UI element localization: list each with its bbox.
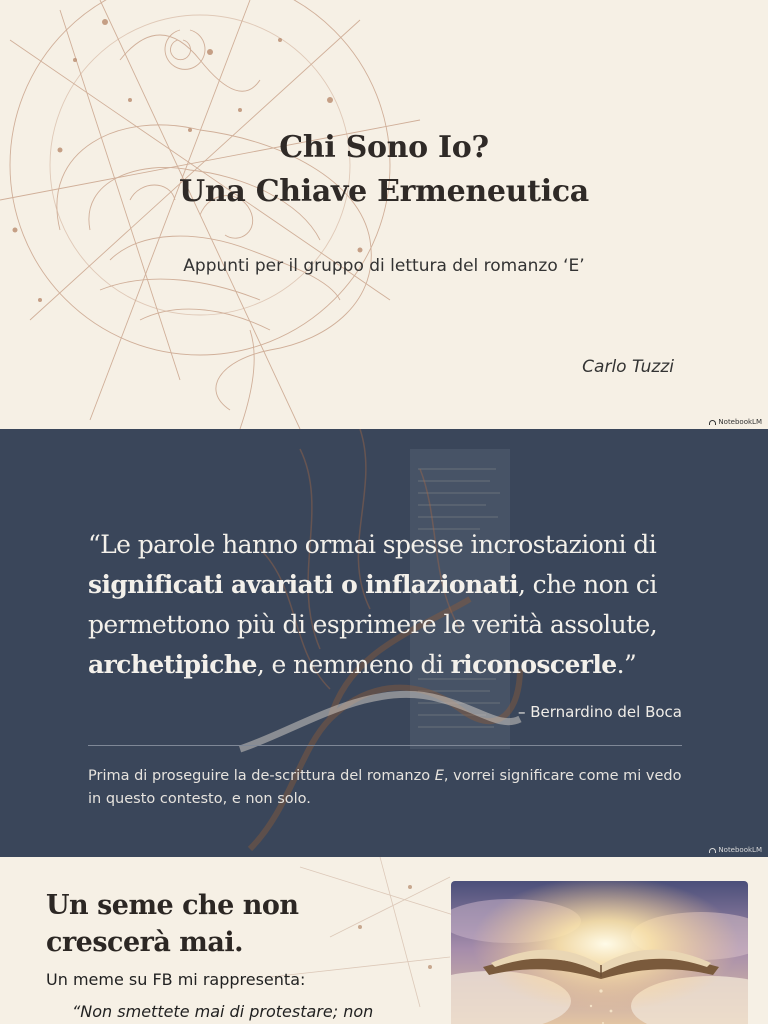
- meme-quote: “Non smettete mai di protestare; non: [72, 1002, 374, 1021]
- intro-note: [88, 765, 688, 811]
- quote-emphasis: riconoscerle: [450, 650, 617, 679]
- note-text: , vorrei significare come mi vedo in questo contesto, e non solo.: [88, 768, 682, 807]
- notebooklm-badge: [709, 846, 762, 854]
- author-name: Carlo Tuzzi: [582, 357, 674, 377]
- notebooklm-badge: [709, 418, 762, 426]
- notebooklm-logo-icon: [709, 848, 716, 853]
- slide-heading: Un seme che non crescerà mai.: [46, 890, 299, 958]
- slide-seed: [0, 857, 768, 1024]
- quote-attribution: – Bernardino del Boca: [517, 703, 682, 721]
- slide-quote: [0, 429, 768, 857]
- quote-emphasis: archetipiche: [88, 650, 257, 679]
- quote-part: .”: [616, 650, 637, 679]
- intro-text: Un meme su FB mi rappresenta:: [46, 970, 306, 989]
- badge-label: NotebookLM: [718, 846, 762, 854]
- quote-part: “Le parole hanno ormai spesse incrostazioni di: [88, 530, 657, 559]
- title-line-1: Chi Sono Io?: [279, 130, 489, 165]
- slide-title: [0, 0, 768, 429]
- divider: [88, 745, 682, 746]
- quote-text: [88, 525, 708, 685]
- note-italic: E: [434, 768, 444, 784]
- title-line-2: Una Chiave Ermeneutica: [179, 174, 589, 209]
- quote-part: , che non ci permettono più di esprimere le verità assolute,: [88, 570, 658, 639]
- quote-part: , e nemmeno di: [256, 650, 451, 679]
- badge-label: NotebookLM: [718, 418, 762, 426]
- slide-title-heading: [0, 126, 768, 214]
- glowing-book-image: [451, 881, 748, 1024]
- notebooklm-logo-icon: [709, 420, 716, 425]
- quote-emphasis: significati avariati o inflazionati: [88, 570, 518, 599]
- slide-subtitle: Appunti per il gruppo di lettura del romanzo ‘E’: [183, 256, 585, 276]
- note-text: Prima di proseguire la de-scrittura del romanzo: [88, 768, 435, 784]
